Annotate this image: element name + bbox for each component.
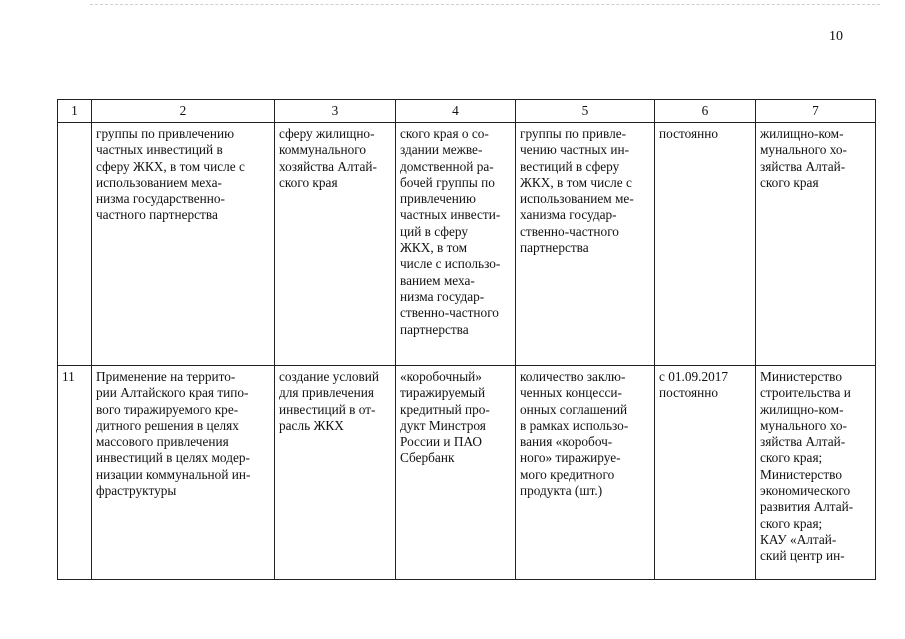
column-header: 7 bbox=[756, 100, 876, 123]
indicator-cell: количество заклю- ченных концесси- онных соглашений в рамках использо- вания «коробоч- ного» тиражируе- мого кредитного продукта (шт.) bbox=[516, 366, 655, 580]
mechanism-cell: ского края о со- здании межве- домственной ра- бочей группы по привлечению частных инвести- ций в сферу ЖКХ, в том числе с использо- ванием меха- низма государ- ственно-частного партнерства bbox=[396, 123, 516, 366]
goal-cell: создание условий для привлечения инвестиций в от- расль ЖКХ bbox=[275, 366, 396, 580]
scan-edge-line bbox=[90, 4, 880, 5]
plan-table bbox=[57, 99, 876, 580]
column-header: 5 bbox=[516, 100, 655, 123]
mechanism-cell: «коробочный» тиражируемый кредитный про- дукт Минстроя России и ПАО Сбербанк bbox=[396, 366, 516, 580]
row-number-cell bbox=[58, 123, 92, 366]
column-header: 2 bbox=[92, 100, 275, 123]
page-number: 10 bbox=[829, 29, 843, 44]
term-cell: постоянно bbox=[655, 123, 756, 366]
measure-name-cell: группы по привлечению частных инвестиций в сферу ЖКХ, в том числе с использованием меха- низма государственно- частного партнерства bbox=[92, 123, 275, 366]
goal-cell: сферу жилищно- коммунального хозяйства Алтай- ского края bbox=[275, 123, 396, 366]
row-number-cell: 11 bbox=[58, 366, 92, 580]
column-header: 3 bbox=[275, 100, 396, 123]
column-header: 6 bbox=[655, 100, 756, 123]
indicator-cell: группы по привле- чению частных ин- вестиций в сферу ЖКХ, в том числе с использованием ме- ханизма государ- ственно-частного партнерства bbox=[516, 123, 655, 366]
table-header-row bbox=[58, 100, 876, 123]
column-header: 4 bbox=[396, 100, 516, 123]
responsible-cell: жилищно-ком- мунального хо- зяйства Алтай- ского края bbox=[756, 123, 876, 366]
column-header: 1 bbox=[58, 100, 92, 123]
table-row bbox=[58, 366, 876, 580]
measure-name-cell: Применение на террито- рии Алтайского края типо- вого тиражируемого кре- дитного решения в целях массового привлечения инвестиций в целях модер- низации коммунальной ин- фраструктуры bbox=[92, 366, 275, 580]
table-row bbox=[58, 123, 876, 366]
term-cell: с 01.09.2017 постоянно bbox=[655, 366, 756, 580]
responsible-cell: Министерство строительства и жилищно-ком- мунального хо- зяйства Алтай- ского края; Министерство экономического развития Алтай- ского края; КАУ «Алтай- ский центр ин- bbox=[756, 366, 876, 580]
